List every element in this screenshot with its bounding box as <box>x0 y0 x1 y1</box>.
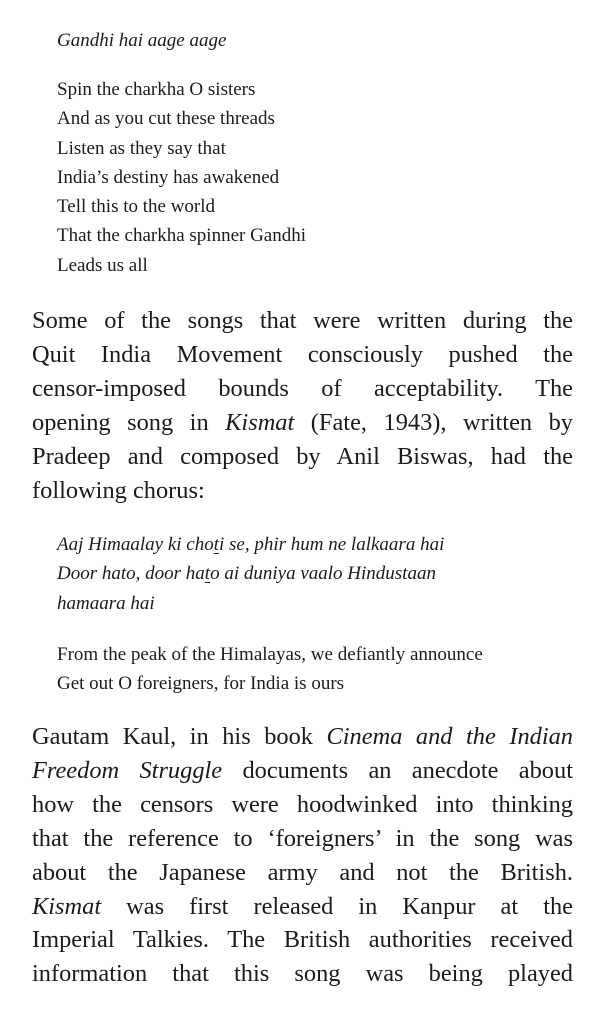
chorus-translation-line: Get out O foreigners, for India is ours <box>57 673 345 695</box>
film-title-kismat: Kismat <box>32 892 102 920</box>
text-run: (Fate, 1943), written by <box>294 408 573 436</box>
text-run: Door hato, door ha <box>57 563 205 585</box>
text-run: Gautam Kaul, in his book <box>32 723 327 750</box>
paragraph-line <box>32 754 573 788</box>
text-run: was first released in Kanpur at the <box>101 892 573 920</box>
paragraph-line: censor-imposed bounds of acceptability. The <box>32 374 573 402</box>
paragraph-line: information that this song was being played <box>32 960 573 988</box>
paragraph-line <box>32 406 573 440</box>
chorus-line <box>57 559 587 588</box>
body-paragraph-1 <box>32 304 573 507</box>
film-title-kismat: Kismat <box>225 408 295 436</box>
paragraph-line: Pradeep and composed by Anil Biswas, had the <box>32 442 573 470</box>
paragraph-line: how the censors were hoodwinked into thinking <box>32 790 573 818</box>
text-run: i <box>219 534 225 555</box>
paragraph-line: Some of the songs that were written during the <box>32 307 573 334</box>
verse-line: Tell this to the world <box>57 196 216 218</box>
paragraph-line: Quit India Movement consciously pushed the <box>32 340 573 368</box>
verse-line: Spin the charkha O sisters <box>57 79 256 100</box>
paragraph-line: that the reference to ‘foreigners’ in the song was <box>32 824 573 852</box>
text-run: se, phir hum ne lalkaara hai <box>224 534 445 555</box>
paragraph-line <box>32 890 573 924</box>
verse-line: That the charkha spinner Gandhi <box>57 225 307 247</box>
verse-title-line: Gandhi hai aage aage <box>57 30 227 51</box>
underlined-letter: t <box>213 534 219 555</box>
paragraph-line: about the Japanese army and not the British. <box>32 858 573 886</box>
chorus-line <box>57 530 587 559</box>
text-run: opening song in <box>32 408 226 436</box>
text-run: o ai duniya vaalo Hindustaan <box>210 563 436 585</box>
book-title: Freedom Struggle <box>32 756 223 784</box>
paragraph-line <box>32 720 573 754</box>
underlined-letter: t <box>204 563 211 585</box>
body-paragraph-2 <box>32 720 573 991</box>
paragraph-line: Imperial Talkies. The British authorities received <box>32 926 573 954</box>
text-run: documents an anecdote about <box>222 756 573 784</box>
verse-line: And as you cut these threads <box>57 108 275 130</box>
verse-line: India’s destiny has awakened <box>57 166 280 188</box>
paragraph-line: following chorus: <box>32 476 205 504</box>
chorus-line: hamaara hai <box>57 592 155 614</box>
text-run: Aaj Himaalay ki cho <box>57 534 214 555</box>
chorus-translation-line: From the peak of the Himalayas, we defiantly announce <box>57 644 483 665</box>
book-title: Cinema and the Indian <box>326 723 573 750</box>
song-verse-translation <box>57 75 587 280</box>
song-verse-hindi-title <box>57 26 587 55</box>
verse-line: Listen as they say that <box>57 137 226 159</box>
song-chorus-translation <box>57 640 587 699</box>
verse-line: Leads us all <box>57 254 148 276</box>
song-chorus-hindi <box>57 530 587 618</box>
